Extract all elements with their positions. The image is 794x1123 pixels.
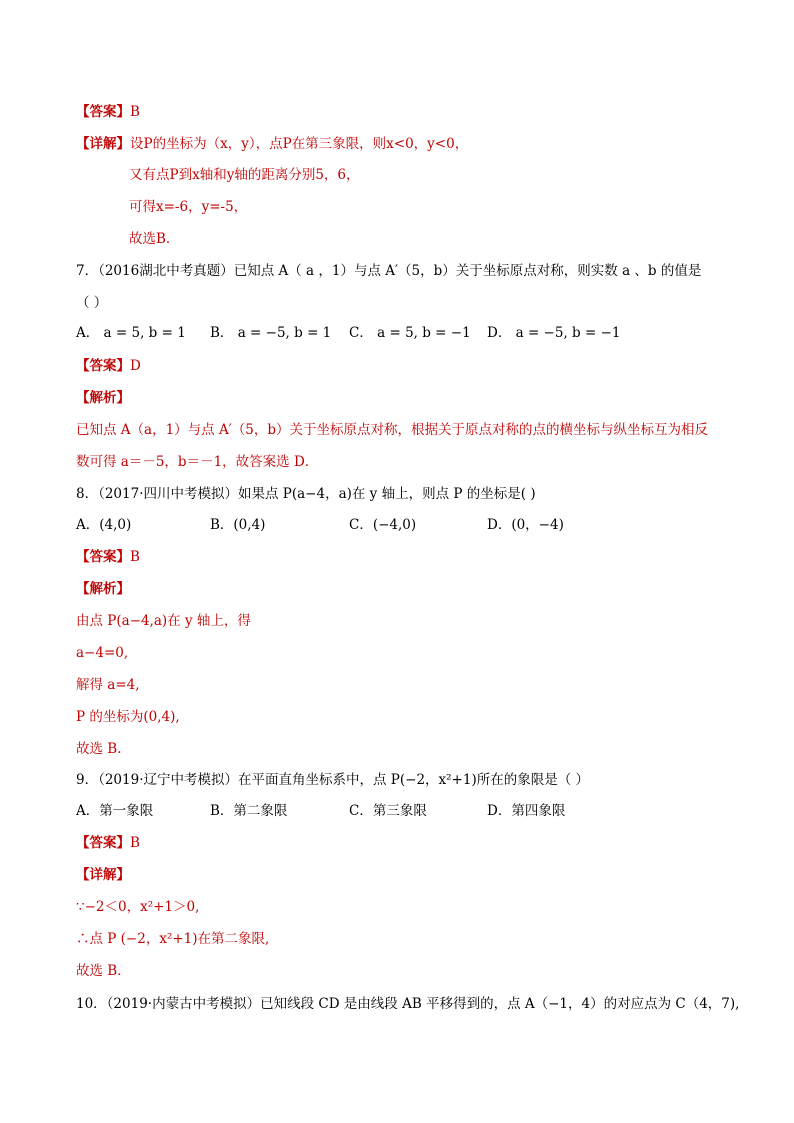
q7-option-c: C． a = 5, b = −1 bbox=[349, 325, 471, 341]
q8-analysis-1: 由点 P(a−4,a)在 y 轴上，得 bbox=[76, 613, 251, 629]
q7-analysis-tag bbox=[76, 389, 130, 407]
q6-detail-2: 又有点P到x轴和y轴的距离分别5，6， bbox=[129, 167, 360, 183]
answer-value: B bbox=[130, 835, 140, 851]
q7-option-d: D． a = −5, b = −1 bbox=[487, 325, 621, 341]
q9-detail-2: ∴点 P (−2，x²+1)在第二象限, bbox=[76, 931, 270, 947]
analysis-tag: 【解析】 bbox=[76, 581, 130, 597]
q7-option-b: B． a = −5, b = 1 bbox=[210, 325, 332, 341]
q7-stem: 7．（2016湖北中考真题）已知点 A（ a ，1）与点 A′（5，b）关于坐标原点对称，则实数 a 、b 的值是 bbox=[76, 263, 702, 279]
q7-option-a: A． a = 5, b = 1 bbox=[76, 325, 186, 341]
q8-analysis-tag bbox=[76, 580, 130, 598]
q8-option-a: A．(4,0) bbox=[76, 517, 132, 533]
q8-analysis-4: P 的坐标为(0,4), bbox=[76, 709, 180, 725]
q6-detail-4: 故选B． bbox=[129, 231, 180, 247]
detail-tag: 【详解】 bbox=[76, 867, 130, 883]
q7-answer-line bbox=[76, 357, 141, 375]
q8-option-b: B．(0,4) bbox=[210, 517, 266, 533]
q9-stem: 9．（2019·辽宁中考模拟）在平面直角坐标系中，点 P(−2，x²+1)所在的象限是（ ） bbox=[76, 772, 590, 788]
q7-analysis-1: 已知点 A（a，1）与点 A′（5，b）关于坐标原点对称，根据关于原点对称的点的横坐标与纵坐标互为相反 bbox=[76, 422, 709, 438]
detail-text: 设P的坐标为（x，y），点P在第三象限，则x<0，y<0， bbox=[130, 136, 469, 152]
q9-detail-tag bbox=[76, 866, 130, 884]
q8-analysis-3: 解得 a=4, bbox=[76, 677, 140, 693]
q7-analysis-2: 数可得 a＝－5，b＝－1，故答案选 D． bbox=[76, 454, 319, 470]
answer-tag: 【答案】 bbox=[76, 549, 130, 565]
answer-value: B bbox=[130, 104, 140, 120]
q9-detail-1: ∵−2＜0，x²+1＞0, bbox=[76, 899, 200, 915]
answer-tag: 【答案】 bbox=[76, 358, 130, 374]
q8-answer-line bbox=[76, 548, 140, 566]
answer-tag: 【答案】 bbox=[76, 835, 130, 851]
q6-detail-line bbox=[76, 135, 468, 153]
q8-option-c: C．(−4,0) bbox=[349, 517, 417, 533]
q9-answer-line bbox=[76, 834, 140, 852]
answer-value: B bbox=[130, 549, 140, 565]
q8-analysis-5: 故选 B. bbox=[76, 741, 122, 757]
q8-analysis-2: a−4=0, bbox=[76, 645, 129, 661]
q8-option-d: D．(0，−4) bbox=[487, 517, 564, 533]
answer-value: D bbox=[130, 358, 141, 374]
q9-option-a: A．第一象限 bbox=[76, 803, 154, 819]
q8-stem: 8．（2017·四川中考模拟）如果点 P(a−4，a)在 y 轴上，则点 P 的坐标是( ) bbox=[76, 486, 536, 502]
q9-option-c: C．第三象限 bbox=[349, 803, 427, 819]
answer-tag: 【答案】 bbox=[76, 104, 130, 120]
analysis-tag: 【解析】 bbox=[76, 390, 130, 406]
q7-stem-paren: （ ） bbox=[76, 295, 108, 311]
q9-option-b: B．第二象限 bbox=[210, 803, 288, 819]
q9-detail-3: 故选 B． bbox=[76, 963, 131, 979]
q10-stem: 10．（2019·内蒙古中考模拟）已知线段 CD 是由线段 AB 平移得到的，点 A（−1，4）的对应点为 C（4，7), bbox=[76, 996, 740, 1012]
q6-detail-3: 可得x=-6，y=-5， bbox=[129, 199, 248, 215]
q9-option-d: D．第四象限 bbox=[487, 803, 566, 819]
q6-answer-line bbox=[76, 103, 140, 121]
detail-tag: 【详解】 bbox=[76, 136, 130, 152]
